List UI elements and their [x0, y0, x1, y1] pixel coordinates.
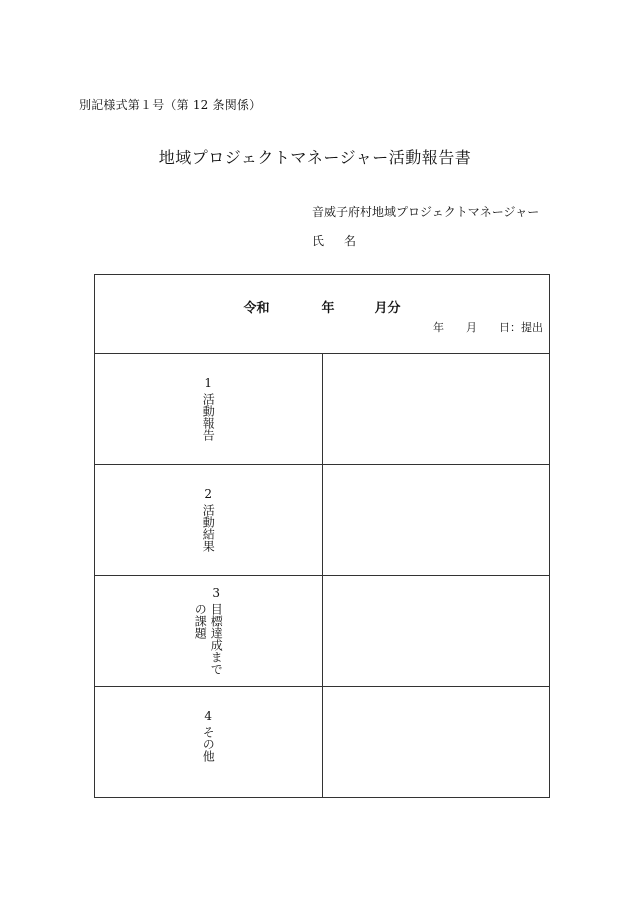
challenges-field[interactable]	[322, 576, 550, 687]
section-row-activity-report	[95, 354, 550, 465]
name-label-right: 名	[344, 234, 359, 248]
period-header-cell	[95, 275, 550, 354]
section-row-challenges	[95, 576, 550, 687]
activity-result-field[interactable]	[322, 465, 550, 576]
document-title: 地域プロジェクトマネージャー活動報告書	[158, 148, 472, 167]
section-label: その他	[201, 726, 216, 762]
reporting-period	[95, 297, 549, 316]
section-number: 1	[204, 376, 213, 390]
name-label	[312, 232, 358, 249]
name-label-left: 氏	[312, 234, 327, 248]
activity-report-field[interactable]	[322, 354, 550, 465]
section-label-columns	[193, 603, 223, 675]
section-label-cell	[95, 465, 323, 576]
submitted-day: 日：提出	[499, 321, 543, 334]
period-month: 月分	[374, 301, 401, 316]
other-field[interactable]	[322, 687, 550, 798]
section-label-column-2: の課題	[193, 603, 208, 639]
period-era: 令和	[243, 301, 270, 316]
submitted-year: 年	[433, 321, 444, 334]
section-label-cell	[95, 354, 323, 465]
section-number: 2	[204, 487, 213, 501]
report-table	[94, 274, 550, 798]
section-row-activity-result	[95, 465, 550, 576]
section-number: 3	[212, 586, 221, 600]
period-year: 年	[321, 301, 335, 316]
submission-date	[433, 319, 543, 335]
section-label-cell	[95, 687, 323, 798]
form-reference: 別記様式第１号（第 12 条関係）	[79, 98, 262, 112]
submitted-month: 月	[466, 321, 477, 334]
section-number: 4	[204, 709, 213, 723]
section-label: 活動報告	[201, 393, 216, 441]
organization-line: 音威子府村地域プロジェクトマネージャー	[312, 205, 540, 219]
section-label: 活動結果	[201, 504, 216, 552]
section-row-other	[95, 687, 550, 798]
section-label-cell	[95, 576, 323, 687]
section-label-column-1: 目標達成まで	[209, 603, 224, 675]
